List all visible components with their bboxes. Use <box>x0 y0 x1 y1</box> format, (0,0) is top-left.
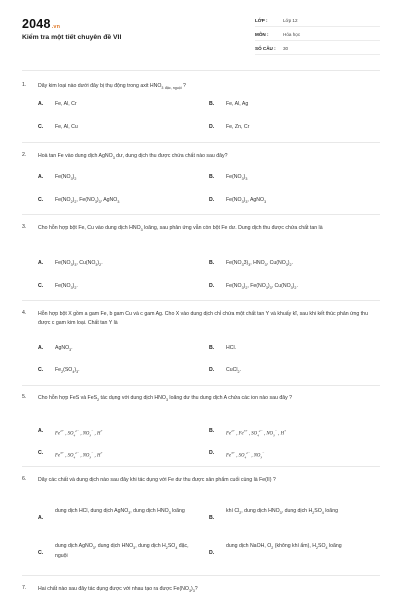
option-text: Fe, Al, Ag <box>226 101 249 107</box>
option-letter: B. <box>209 101 215 107</box>
question-number: 4. <box>22 310 27 316</box>
option-a[interactable] <box>38 508 198 530</box>
option-letter: A. <box>38 428 44 434</box>
question-number: 3. <box>22 224 27 230</box>
option-text: Fe, Al, Cr <box>55 101 77 107</box>
option-letter: A. <box>38 174 44 180</box>
meta-count-label: SỐ CÂU : <box>255 46 276 51</box>
option-text: $Fe^{3+}$ , $SO_4^{2-}$ , $NO_3^-$ <box>226 451 265 460</box>
option-text: Fe, Zn, Cr <box>226 124 250 130</box>
option-letter: C. <box>38 450 44 456</box>
option-text: $Fe(NO_3)_2$, $Fe(NO_3)_3$, $Cu(NO_3)_2$. <box>226 283 298 291</box>
question-text: Dãy kim loại nào dưới đây bị thụ động trong axit $HNO_3$ $_{đặc, nguội}$ ? <box>38 83 186 91</box>
option-text: Fe, Al, Cu <box>55 124 78 130</box>
option-text: $Fe(NO_3)_2$. <box>55 283 78 291</box>
divider <box>22 575 380 576</box>
question-text: Hai chất nào sau đây tác dụng được với nhau tạo ra được $Fe(NO_3)_3$? <box>38 586 198 594</box>
question-number: 7. <box>22 585 27 591</box>
option-c[interactable] <box>38 543 198 565</box>
option-text: $Fe^{2+}$ , $Fe^{3+}$ , $SO_4^{2-}$ , $NO_3^-$ , H+ <box>226 429 287 438</box>
option-letter: B. <box>209 345 215 351</box>
meta-count <box>255 42 380 55</box>
option-letter: A. <box>38 345 44 351</box>
page-title: Kiểm tra một tiết chuyên đề VII <box>22 34 122 41</box>
page-header <box>0 0 400 68</box>
meta-subject <box>255 28 380 41</box>
option-b[interactable] <box>209 508 369 530</box>
option-letter: B. <box>209 174 215 180</box>
divider <box>22 70 380 71</box>
divider <box>22 300 380 301</box>
option-text: dung dịch HCl, dung dịch AgNO$_3$, dung dịch $HNO_3$ loãng <box>55 508 185 516</box>
meta-subject-value: Hóa học <box>283 32 301 37</box>
divider <box>22 466 380 467</box>
logo-text: 2048 <box>22 17 51 31</box>
meta-subject-label: MÔN : <box>255 32 269 37</box>
option-text: $Fe(NO_33)_3$, $HNO_3$, $Cu(NO_3)_2$. <box>226 260 293 268</box>
option-text: $Fe(NO_3)_2$ <box>55 174 77 182</box>
option-text: $Fe(NO_3)_3$ <box>226 174 248 182</box>
option-d[interactable] <box>209 543 369 565</box>
option-letter: D. <box>209 283 215 289</box>
option-letter: C. <box>38 367 44 373</box>
option-letter: D. <box>209 550 215 556</box>
question-text: Dãy các chất và dung dịch nào sau đây khi tác dụng với Fe dư thu được sản phẩm cuối cùng là Fe(II) ? <box>38 477 276 483</box>
question-number: 1. <box>22 82 27 88</box>
question-number: 6. <box>22 476 27 482</box>
question-text: Cho hỗn hợp bột Fe, Cu vào dung dịch $HNO_3$ loãng, sau phản ứng vẫn còn bột Fe dư. Dung dịch thu được chứa chất tan là <box>38 225 323 233</box>
meta-class <box>255 14 380 27</box>
option-text: $Fe(NO_3)_3$, $Cu(NO_3)_2$. <box>55 260 103 268</box>
option-letter: D. <box>209 124 215 130</box>
option-text: $Fe(NO_3)_3$, AgNO$_3$ <box>226 197 267 205</box>
meta-count-value: 30 <box>283 46 289 51</box>
option-text: dung dịch NaOH, $O_2$ (không khí ẩm), $H_2SO_4$ loãng <box>226 543 342 551</box>
option-letter: A. <box>38 260 44 266</box>
option-text: HCl. <box>226 345 237 351</box>
option-letter: A. <box>38 101 44 107</box>
question-text: Hỗn hợp bột X gồm a gam Fe, b gam Cu và c gam Ag. Cho X vào dung dịch chỉ chứa một chất tan Y và khuấy kĩ, sau khi kết thúc phản ứng thu được c gam kim loại. Chất tan Y là <box>38 311 368 326</box>
meta-class-value: Lớp 12 <box>283 18 298 23</box>
meta-class-label: LỚP : <box>255 18 268 23</box>
option-text: khí $Cl_2$, dung dịch $HNO_3$, dung dịch $H_2SO_4$ loãng <box>226 508 338 516</box>
question-text: Hoà tan Fe vào dung dịch AgNO$_3$ dư, dung dịch thu được chứa chất nào sau đây? <box>38 153 228 161</box>
option-letter: B. <box>209 428 215 434</box>
option-letter: C. <box>38 197 44 203</box>
option-text: AgNO$_3$. <box>55 345 73 353</box>
question-text: Cho hỗn hợp FeS và FeS$_2$ tác dụng với dung dịch $HNO_3$ loãng dư thu dung dịch A chứa các ion nào sau đây ? <box>38 395 293 403</box>
option-text: $Fe(NO_2)_2$, $Fe(NO_3)_3$, AgNO$_3$ <box>55 197 120 205</box>
option-letter: D. <box>209 367 215 373</box>
option-letter: A. <box>38 515 44 521</box>
question-number: 5. <box>22 394 27 400</box>
option-letter: D. <box>209 197 215 203</box>
option-text: $Fe^{3+}$ , $SO_4^{2-}$ , $NO_3^-$ , H+ <box>55 451 103 460</box>
option-letter: B. <box>209 260 215 266</box>
divider <box>22 142 380 143</box>
option-letter: C. <box>38 124 44 130</box>
option-text: $Fe_2(SO_4)_3$. <box>55 367 80 375</box>
logo-suffix: .vn <box>51 24 61 30</box>
divider <box>22 385 380 386</box>
option-letter: D. <box>209 450 215 456</box>
option-text: $Fe^{2+}$ , $SO_4^{2-}$ , $NO_3^-$ , H+ <box>55 429 103 438</box>
option-letter: C. <box>38 550 44 556</box>
question-number: 2. <box>22 152 27 158</box>
option-letter: B. <box>209 515 215 521</box>
divider <box>22 214 380 215</box>
option-text: CuCl$_2$. <box>226 367 242 375</box>
option-text: dung dịch AgNO$_3$, dung dịch $HNO_3$, dung dịch $H_2SO_4$ đặc, nguội <box>55 543 189 559</box>
site-logo[interactable] <box>22 17 60 31</box>
option-letter: C. <box>38 283 44 289</box>
